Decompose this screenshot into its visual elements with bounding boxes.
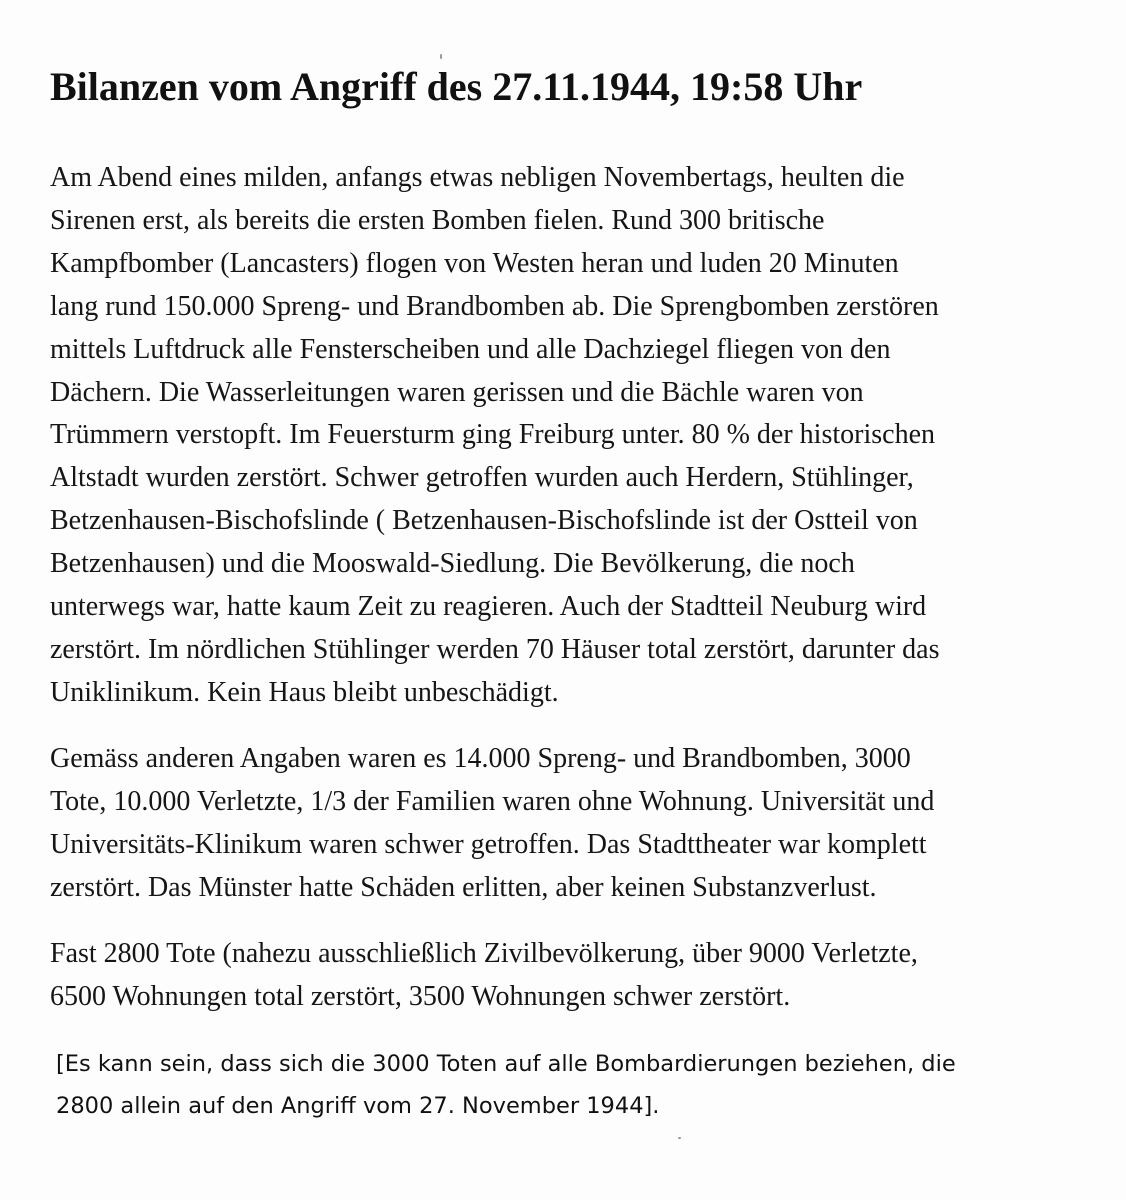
text-line: Sirenen erst, als bereits die ersten Bomben fielen. Rund 300 britische xyxy=(50,204,825,236)
text-line: unterwegs war, hatte kaum Zeit zu reagieren. Auch der Stadtteil Neuburg wird xyxy=(50,591,927,623)
editorial-note xyxy=(56,1043,1116,1127)
text-line: Betzenhausen) und die Mooswald-Siedlung. Die Bevölkerung, die noch xyxy=(50,548,855,580)
paragraph-other-figures xyxy=(50,738,1100,910)
text-line: Trümmern verstopft. Im Feuersturm ging Freiburg unter. 80 % der historischen xyxy=(50,419,935,451)
text-line: Universitäts-Klinikum waren schwer getroffen. Das Stadttheater war komplett xyxy=(50,828,927,860)
page-title: Bilanzen vom Angriff des 27.11.1944, 19:58 Uhr xyxy=(50,64,863,109)
scan-speck xyxy=(678,1137,681,1139)
text-line: Fast 2800 Tote (nahezu ausschließlich Zivilbevölkerung, über 9000 Verletzte, xyxy=(50,938,918,969)
text-line: mittels Luftdruck alle Fensterscheiben und alle Dachziegel fliegen von den xyxy=(50,333,891,365)
text-line: [Es kann sein, dass sich die 3000 Toten auf alle Bombardierungen beziehen, die xyxy=(56,1051,956,1077)
text-line: Uniklinikum. Kein Haus bleibt unbeschädigt. xyxy=(50,676,559,708)
text-line: Am Abend eines milden, anfangs etwas nebligen Novembertags, heulten die xyxy=(50,162,905,193)
text-line: Tote, 10.000 Verletzte, 1/3 der Familien waren ohne Wohnung. Universität und xyxy=(50,785,935,817)
paragraph-attack-description xyxy=(50,157,1100,715)
text-line: 6500 Wohnungen total zerstört, 3500 Wohnungen schwer zerstört. xyxy=(50,980,791,1012)
text-line: Betzenhausen-Bischofslinde ( Betzenhausen-Bischofslinde ist der Ostteil von xyxy=(50,505,918,537)
text-line: Dächern. Die Wasserleitungen waren gerissen und die Bächle waren von xyxy=(50,376,864,408)
paragraph-casualties xyxy=(50,933,1100,1019)
text-line: 2800 allein auf den Angriff vom 27. November 1944]. xyxy=(56,1093,660,1119)
scan-speck xyxy=(440,54,442,59)
text-line: zerstört. Im nördlichen Stühlinger werden 70 Häuser total zerstört, darunter das xyxy=(50,633,940,665)
text-line: Altstadt wurden zerstört. Schwer getroffen wurden auch Herdern, Stühlinger, xyxy=(50,462,914,494)
text-line: Gemäss anderen Angaben waren es 14.000 Spreng- und Brandbomben, 3000 xyxy=(50,743,911,774)
text-line: zerstört. Das Münster hatte Schäden erlitten, aber keinen Substanzverlust. xyxy=(50,871,877,903)
text-line: Kampfbomber (Lancasters) flogen von Westen heran und luden 20 Minuten xyxy=(50,247,899,279)
text-line: lang rund 150.000 Spreng- und Brandbomben ab. Die Sprengbomben zerstören xyxy=(50,290,939,322)
